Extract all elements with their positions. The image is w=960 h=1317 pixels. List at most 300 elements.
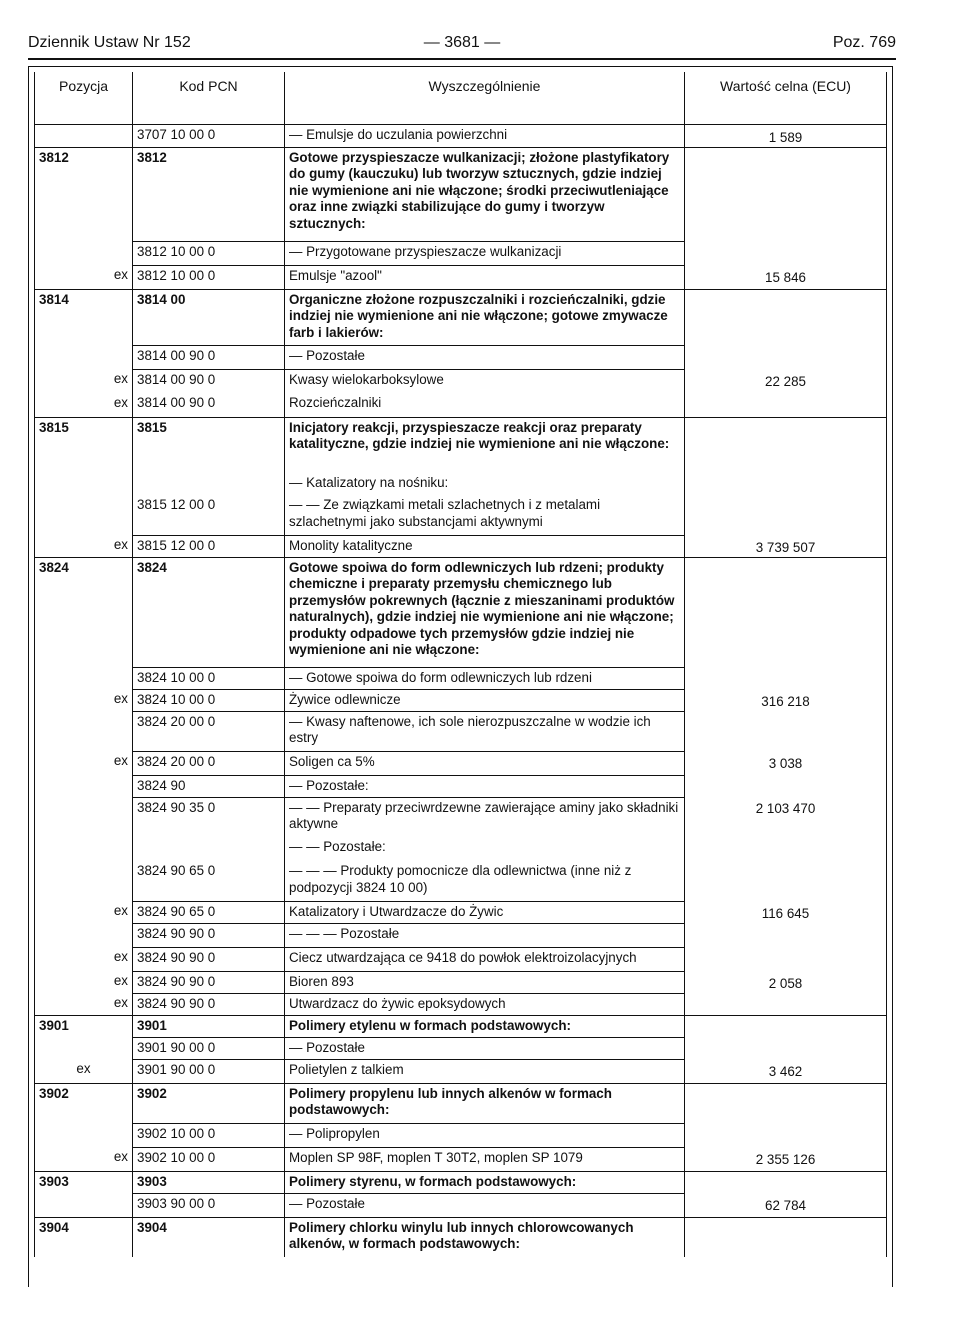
pozycja-value: ex (76, 1061, 91, 1076)
cell-kod-pcn (133, 369, 285, 393)
customs-value (689, 473, 882, 478)
cell-pozycja (35, 923, 133, 947)
description-text: Kwasy wielokarboksylowe (289, 371, 444, 387)
position-number: Poz. 769 (832, 34, 896, 51)
table-row (35, 557, 887, 667)
cell-wyszczegolnienie (285, 923, 685, 947)
cell-pozycja (35, 861, 133, 901)
cell-wartosc-celna (685, 417, 887, 473)
kod-pcn-value: 3824 90 90 0 (137, 995, 216, 1011)
pozycja-value: 3901 (39, 1017, 69, 1033)
cell-pozycja (35, 711, 133, 751)
cell-wartosc-celna (685, 971, 887, 993)
cell-wyszczegolnienie (285, 147, 685, 241)
pozycja-value: 3904 (39, 1219, 69, 1235)
cell-kod-pcn (133, 557, 285, 667)
cell-pozycja (35, 289, 133, 345)
cell-wartosc-celna (685, 1015, 887, 1037)
kod-pcn-value: 3814 00 90 0 (137, 371, 216, 387)
kod-pcn-value: 3903 90 00 0 (137, 1195, 216, 1211)
cell-wyszczegolnienie (285, 1037, 685, 1059)
cell-wyszczegolnienie (285, 797, 685, 837)
description-text: Polimery propylenu lub innych alkenów w formach podstawowych: (289, 1085, 612, 1117)
cell-pozycja (35, 1083, 133, 1123)
cell-pozycja (35, 147, 133, 241)
header-rule (28, 58, 896, 60)
kod-pcn-value: 3824 10 00 0 (137, 669, 216, 685)
cell-pozycja (35, 971, 133, 993)
cell-kod-pcn (133, 147, 285, 241)
table-row (35, 1123, 887, 1147)
table-row (35, 947, 887, 971)
customs-value (689, 148, 882, 153)
kod-pcn-value: 3903 (137, 1173, 167, 1189)
table-row (35, 147, 887, 241)
table-row (35, 393, 887, 417)
table-row (35, 1059, 887, 1083)
customs-value: 15 846 (765, 270, 806, 285)
cell-wyszczegolnienie (285, 289, 685, 345)
description-text: Katalizatory i Utwardzacze do Żywic (289, 903, 504, 919)
description-text: — Pozostałe: (289, 777, 369, 793)
cell-pozycja (35, 495, 133, 535)
customs-value (689, 558, 882, 563)
cell-kod-pcn (133, 1193, 285, 1217)
customs-value (689, 947, 882, 952)
cell-kod-pcn (133, 1015, 285, 1037)
customs-value: 1 589 (768, 130, 803, 145)
cell-pozycja (35, 557, 133, 667)
kod-pcn-value: 3824 90 35 0 (137, 799, 216, 815)
cell-wyszczegolnienie (285, 393, 685, 417)
column-header-kod-pcn: Kod PCN (133, 72, 285, 125)
pozycja-value: 3812 (39, 149, 69, 165)
cell-kod-pcn (133, 1217, 285, 1257)
cell-pozycja (35, 993, 133, 1015)
cell-wyszczegolnienie (285, 993, 685, 1015)
cell-wartosc-celna (685, 993, 887, 1015)
kod-pcn-value: 3812 (137, 149, 167, 165)
table-row (35, 1217, 887, 1257)
cell-wartosc-celna (685, 535, 887, 557)
cell-kod-pcn (133, 417, 285, 473)
cell-pozycja (35, 1171, 133, 1193)
cell-wartosc-celna (685, 495, 887, 535)
customs-value: 2 058 (768, 976, 803, 991)
cell-kod-pcn (133, 1171, 285, 1193)
table-row (35, 1147, 887, 1171)
ex-marker: ex (113, 371, 128, 386)
cell-pozycja (35, 535, 133, 557)
kod-pcn-value: 3901 (137, 1017, 167, 1033)
kod-pcn-value: 3902 10 00 0 (137, 1149, 216, 1165)
customs-value (689, 1037, 882, 1042)
table-row (35, 993, 887, 1015)
cell-wartosc-celna (685, 125, 887, 148)
cell-wartosc-celna (685, 393, 887, 417)
cell-kod-pcn (133, 289, 285, 345)
cell-wyszczegolnienie (285, 1015, 685, 1037)
cell-pozycja (35, 689, 133, 711)
column-header-wartosc-celna: Wartość celna (ECU) (685, 72, 887, 125)
cell-kod-pcn (133, 923, 285, 947)
cell-wartosc-celna (685, 837, 887, 861)
cell-pozycja (35, 1123, 133, 1147)
cell-wyszczegolnienie (285, 1059, 685, 1083)
cell-pozycja (35, 1147, 133, 1171)
table-row (35, 689, 887, 711)
table-row (35, 495, 887, 535)
customs-value: 2 355 126 (755, 1152, 816, 1167)
cell-wyszczegolnienie (285, 1217, 685, 1257)
cell-wartosc-celna (685, 667, 887, 689)
cell-kod-pcn (133, 241, 285, 265)
cell-pozycja (35, 393, 133, 417)
description-text: — Polipropylen (289, 1125, 380, 1141)
customs-value: 116 645 (761, 906, 810, 921)
cell-kod-pcn (133, 393, 285, 417)
kod-pcn-value: 3814 00 (137, 291, 186, 307)
page-header (28, 34, 896, 56)
cell-wartosc-celna (685, 689, 887, 711)
description-text: — Gotowe spoiwa do form odlewniczych lub rdzeni (289, 669, 592, 685)
cell-kod-pcn (133, 667, 285, 689)
cell-pozycja (35, 1193, 133, 1217)
customs-value (689, 667, 882, 672)
cell-pozycja (35, 775, 133, 797)
cell-wartosc-celna (685, 1217, 887, 1257)
customs-value (689, 1123, 882, 1128)
column-header-pozycja: Pozycja (35, 72, 133, 125)
description-text: — — Preparaty przeciwrdzewne zawierające aminy jako składniki aktywne (289, 799, 679, 831)
customs-value (689, 861, 882, 866)
cell-pozycja (35, 1015, 133, 1037)
customs-value (689, 1016, 882, 1021)
customs-value (689, 837, 882, 842)
cell-kod-pcn (133, 1147, 285, 1171)
cell-wartosc-celna (685, 1037, 887, 1059)
kod-pcn-value: 3814 00 90 0 (137, 395, 216, 410)
customs-value (689, 1218, 882, 1223)
ex-marker: ex (113, 973, 128, 988)
table-row (35, 417, 887, 473)
table-body (35, 125, 887, 1258)
cell-wartosc-celna (685, 289, 887, 345)
cell-kod-pcn (133, 775, 285, 797)
description-text: Bioren 893 (289, 973, 354, 989)
customs-value: 3 462 (768, 1064, 803, 1079)
cell-pozycja (35, 751, 133, 775)
ex-marker: ex (113, 267, 128, 282)
table-row (35, 265, 887, 289)
description-text: Organiczne złożone rozpuszczalniki i rozcieńczalniki, gdzie indziej nie wymienione ani nie włączone; gotowe zmywacze farb i lakierów: (289, 291, 668, 340)
cell-wyszczegolnienie (285, 473, 685, 495)
cell-kod-pcn (133, 947, 285, 971)
description-text: Polimery chlorku winylu lub innych chlorowcowanych alkenów, w formach podstawowych: (289, 1219, 634, 1251)
cell-kod-pcn (133, 265, 285, 289)
table-row (35, 535, 887, 557)
table-row (35, 473, 887, 495)
cell-kod-pcn (133, 751, 285, 775)
description-text: — Pozostałe (289, 1039, 365, 1055)
table-row (35, 1193, 887, 1217)
table-row (35, 241, 887, 265)
description-text: Rozcieńczalniki (289, 395, 382, 410)
description-text: Żywice odlewnicze (289, 691, 401, 707)
customs-value (689, 1172, 882, 1177)
cell-wartosc-celna (685, 1193, 887, 1217)
cell-wartosc-celna (685, 369, 887, 393)
description-text: — Kwasy naftenowe, ich sole nierozpuszczalne w wodzie ich estry (289, 713, 651, 745)
cell-wartosc-celna (685, 1059, 887, 1083)
cell-pozycja (35, 125, 133, 148)
pozycja-value: 3814 (39, 291, 69, 307)
kod-pcn-value: 3824 20 00 0 (137, 753, 216, 769)
cell-wartosc-celna (685, 1147, 887, 1171)
cell-wyszczegolnienie (285, 1147, 685, 1171)
ex-marker: ex (113, 691, 128, 706)
cell-pozycja (35, 265, 133, 289)
description-text: — — — Pozostałe (289, 925, 400, 941)
table-row (35, 1171, 887, 1193)
kod-pcn-value: 3824 20 00 0 (137, 713, 216, 729)
customs-value: 22 285 (765, 374, 806, 389)
cell-wyszczegolnienie (285, 1083, 685, 1123)
cell-pozycja (35, 345, 133, 369)
ex-marker: ex (113, 995, 128, 1010)
description-text: Gotowe przyspieszacze wulkanizacji; złożone plastyfikatory do gumy (kauczuku) lub tworzyw sztucznych, gdzie indziej nie wymienione ani nie włączone; środki przeciwutleniające oraz inne związki stabilizujące do gumy i tworzyw sztucznych: (289, 149, 670, 231)
cell-kod-pcn (133, 1123, 285, 1147)
customs-value (689, 393, 882, 398)
description-text: — — Ze związkami metali szlachetnych i z metalami szlachetnymi jako substancjami aktywnymi (289, 497, 601, 529)
cell-wyszczegolnienie (285, 1171, 685, 1193)
cell-wyszczegolnienie (285, 689, 685, 711)
cell-pozycja (35, 797, 133, 837)
cell-kod-pcn (133, 837, 285, 861)
cell-wartosc-celna (685, 557, 887, 667)
cell-pozycja (35, 417, 133, 473)
cell-wartosc-celna (685, 861, 887, 901)
cell-wartosc-celna (685, 775, 887, 797)
table-row (35, 289, 887, 345)
customs-value (689, 993, 882, 998)
cell-pozycja (35, 369, 133, 393)
cell-wartosc-celna (685, 901, 887, 923)
table-row (35, 861, 887, 901)
description-text: Polimery etylenu w formach podstawowych: (289, 1017, 572, 1033)
cell-pozycja (35, 901, 133, 923)
kod-pcn-value: 3902 10 00 0 (137, 1125, 216, 1141)
column-header-wyszczegolnienie: Wyszczególnienie (285, 72, 685, 125)
cell-wartosc-celna (685, 923, 887, 947)
description-text: Moplen SP 98F, moplen T 30T2, moplen SP 1079 (289, 1149, 583, 1165)
cell-wyszczegolnienie (285, 1123, 685, 1147)
table-row (35, 923, 887, 947)
table-row (35, 797, 887, 837)
customs-value (689, 495, 882, 500)
cell-wyszczegolnienie (285, 751, 685, 775)
table-row (35, 711, 887, 751)
cell-wyszczegolnienie (285, 837, 685, 861)
description-text: — — Pozostałe: (289, 839, 386, 854)
ex-marker: ex (113, 903, 128, 918)
cell-wyszczegolnienie (285, 535, 685, 557)
cell-wartosc-celna (685, 751, 887, 775)
cell-pozycja (35, 837, 133, 861)
cell-wyszczegolnienie (285, 495, 685, 535)
cell-wartosc-celna (685, 1171, 887, 1193)
cell-kod-pcn (133, 1037, 285, 1059)
cell-pozycja (35, 473, 133, 495)
page-number: — 3681 — (423, 34, 501, 51)
kod-pcn-value: 3814 00 90 0 (137, 347, 216, 363)
table-row (35, 345, 887, 369)
cell-wyszczegolnienie (285, 265, 685, 289)
table-row (35, 125, 887, 148)
cell-wyszczegolnienie (285, 861, 685, 901)
ex-marker: ex (113, 395, 128, 410)
table-header-row (35, 72, 887, 125)
cell-wartosc-celna (685, 241, 887, 265)
journal-title: Dziennik Ustaw Nr 152 (28, 34, 191, 51)
cell-wyszczegolnienie (285, 947, 685, 971)
cell-wyszczegolnienie (285, 345, 685, 369)
cell-wyszczegolnienie (285, 125, 685, 148)
cell-kod-pcn (133, 711, 285, 751)
description-text: Soligen ca 5% (289, 753, 375, 769)
cell-wyszczegolnienie (285, 557, 685, 667)
pozycja-value: 3815 (39, 419, 69, 435)
cell-wartosc-celna (685, 1083, 887, 1123)
description-text: Ciecz utwardzająca ce 9418 do powłok elektroizolacyjnych (289, 949, 637, 965)
cell-kod-pcn (133, 495, 285, 535)
cell-wartosc-celna (685, 473, 887, 495)
ex-marker: ex (113, 949, 128, 964)
customs-value (689, 1084, 882, 1089)
description-text: — Emulsje do uczulania powierzchni (289, 127, 508, 142)
cell-pozycja (35, 667, 133, 689)
kod-pcn-value (137, 473, 280, 475)
kod-pcn-value: 3815 (137, 419, 167, 435)
table-row (35, 837, 887, 861)
cell-wyszczegolnienie (285, 971, 685, 993)
cell-kod-pcn (133, 901, 285, 923)
cell-kod-pcn (133, 535, 285, 557)
cell-kod-pcn (133, 993, 285, 1015)
cell-wyszczegolnienie (285, 1193, 685, 1217)
customs-value (689, 775, 882, 780)
table-row (35, 775, 887, 797)
description-text: — Pozostałe (289, 1195, 365, 1211)
kod-pcn-value: 3815 12 00 0 (137, 497, 216, 512)
cell-wartosc-celna (685, 345, 887, 369)
customs-value: 3 038 (768, 756, 803, 771)
kod-pcn-value: 3902 (137, 1085, 167, 1101)
description-text: — Pozostałe (289, 347, 365, 363)
kod-pcn-value: 3812 10 00 0 (137, 243, 216, 259)
cell-pozycja (35, 1217, 133, 1257)
cell-wyszczegolnienie (285, 417, 685, 473)
description-text: Inicjatory reakcji, przyspieszacze reakcji oraz preparaty katalityczne, gdzie indziej nie wymienione ani nie włączone: (289, 419, 670, 451)
customs-value (689, 241, 882, 246)
pozycja-value: 3903 (39, 1173, 69, 1189)
customs-value (689, 418, 882, 423)
description-text: — — — Produkty pomocnicze dla odlewnictwa (inne niż z podpozycji 3824 10 00) (289, 863, 632, 895)
description-text: — Przygotowane przyspieszacze wulkanizacji (289, 243, 562, 259)
cell-wyszczegolnienie (285, 667, 685, 689)
kod-pcn-value: 3824 10 00 0 (137, 691, 216, 707)
cell-kod-pcn (133, 797, 285, 837)
cell-kod-pcn (133, 861, 285, 901)
table-row (35, 1037, 887, 1059)
cell-wartosc-celna (685, 1123, 887, 1147)
kod-pcn-value: 3812 10 00 0 (137, 267, 216, 283)
table-row (35, 971, 887, 993)
kod-pcn-value: 3901 90 00 0 (137, 1061, 216, 1077)
cell-kod-pcn (133, 1083, 285, 1123)
cell-wyszczegolnienie (285, 901, 685, 923)
kod-pcn-value: 3824 90 90 0 (137, 973, 216, 989)
cell-kod-pcn (133, 345, 285, 369)
kod-pcn-value: 3824 (137, 559, 167, 575)
kod-pcn-value: 3824 90 (137, 777, 186, 793)
cell-wartosc-celna (685, 265, 887, 289)
cell-kod-pcn (133, 689, 285, 711)
cell-wartosc-celna (685, 947, 887, 971)
customs-value: 316 218 (761, 694, 810, 709)
customs-value: 3 739 507 (755, 540, 816, 555)
customs-value: 2 103 470 (755, 801, 816, 816)
kod-pcn-value: 3824 90 90 0 (137, 949, 216, 965)
kod-pcn-value (137, 837, 280, 839)
kod-pcn-value: 3824 90 65 0 (137, 903, 216, 919)
description-text: Emulsje "azool" (289, 267, 382, 283)
pozycja-value: 3824 (39, 559, 69, 575)
table-row (35, 667, 887, 689)
customs-value (689, 290, 882, 295)
description-text: Monolity katalityczne (289, 537, 413, 553)
tariff-table (34, 72, 887, 1257)
description-text: Polietylen z talkiem (289, 1061, 404, 1077)
cell-pozycja (35, 1059, 133, 1083)
cell-pozycja (35, 1037, 133, 1059)
cell-wyszczegolnienie (285, 369, 685, 393)
kod-pcn-value: 3824 90 90 0 (137, 925, 216, 941)
cell-pozycja (35, 947, 133, 971)
cell-wartosc-celna (685, 797, 887, 837)
kod-pcn-value: 3815 12 00 0 (137, 537, 216, 553)
cell-kod-pcn (133, 971, 285, 993)
cell-kod-pcn (133, 473, 285, 495)
table-row (35, 751, 887, 775)
description-text: Gotowe spoiwa do form odlewniczych lub rdzeni; produkty chemiczne i preparaty przemysłu chemicznego lub przemysłów pokrewnych (łącznie z mieszaninami produktów naturalnych), gdzie indziej nie wymienione ani nie włączone; produkty odpadowe tych przemysłów gdzie indziej nie wymienione ani nie włączone: (289, 559, 675, 657)
table-row (35, 369, 887, 393)
ex-marker: ex (113, 537, 128, 552)
table-row (35, 1083, 887, 1123)
customs-value (689, 345, 882, 350)
description-text: — Katalizatory na nośniku: (289, 475, 449, 490)
description-text: Polimery styrenu, w formach podstawowych: (289, 1173, 577, 1189)
description-text: Utwardzacz do żywic epoksydowych (289, 995, 506, 1011)
kod-pcn-value: 3707 10 00 0 (137, 127, 216, 142)
kod-pcn-value: 3824 90 65 0 (137, 863, 216, 878)
cell-wyszczegolnienie (285, 241, 685, 265)
cell-pozycja (35, 241, 133, 265)
customs-value: 62 784 (765, 1198, 806, 1213)
customs-value (689, 711, 882, 716)
ex-marker: ex (113, 753, 128, 768)
cell-wyszczegolnienie (285, 775, 685, 797)
